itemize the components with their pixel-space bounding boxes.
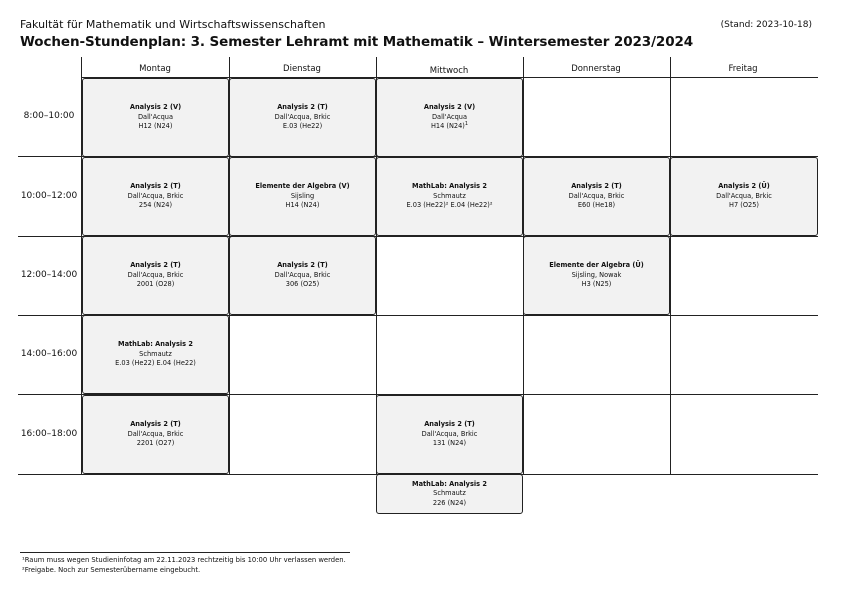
event-teacher: Dall'Acqua [431, 112, 468, 121]
event-teacher: Sijsling [290, 191, 315, 200]
event-block[interactable] [82, 395, 229, 474]
footnote-divider [20, 552, 350, 553]
event-room: 2201 (O27) [136, 439, 175, 448]
day-header-freitag: Freitag [728, 64, 758, 74]
day-header-dienstag: Dienstag [283, 64, 321, 74]
event-title: Analysis 2 (T) [130, 182, 181, 191]
stand-date: (Stand: 2023-10-18) [720, 20, 812, 30]
event-block[interactable] [229, 157, 376, 236]
event-title: Analysis 2 (T) [424, 420, 475, 429]
event-block[interactable] [523, 236, 670, 315]
event-block[interactable] [523, 157, 670, 236]
event-room: H14 (N24) [430, 122, 465, 131]
event-title: Elemente der Algebra (V) [255, 182, 350, 191]
time-slot-label: 16:00–18:00 [20, 429, 78, 439]
event-title: Analysis 2 (V) [423, 103, 476, 112]
faculty-name: Fakultät für Mathematik und Wirtschaftswissenschaften [20, 18, 326, 31]
page-title: Wochen-Stundenplan: 3. Semester Lehramt mit Mathematik – Wintersemester 2023/2024 [20, 34, 694, 50]
event-block[interactable] [229, 78, 376, 157]
event-room: H12 (N24) [138, 122, 173, 131]
event-title: Analysis 2 (T) [130, 420, 181, 429]
event-teacher: Schmautz [433, 489, 466, 498]
time-slot-label: 12:00–14:00 [20, 270, 78, 280]
footnote-2: ²Freigabe. Noch zur Semesterübername eingebucht. [22, 566, 201, 574]
event-block[interactable] [82, 157, 229, 236]
event-room: E60 (He18) [577, 201, 616, 210]
event-block[interactable] [376, 157, 523, 236]
event-title: Elemente der Algebra (Ü) [549, 261, 644, 270]
event-teacher: Schmautz [139, 349, 172, 358]
event-title: MathLab: Analysis 2 [118, 340, 193, 349]
event-room: 254 (N24) [138, 201, 173, 210]
event-block[interactable] [670, 157, 818, 236]
event-block[interactable] [376, 395, 523, 474]
event-room: 2001 (O28) [136, 280, 175, 289]
time-slot-label: 14:00–16:00 [20, 349, 78, 359]
event-teacher: Dall'Acqua, Brkic [568, 191, 625, 200]
event-title: Analysis 2 (T) [571, 182, 622, 191]
day-header-mittwoch: Mittwoch [429, 66, 469, 76]
event-teacher: Dall'Acqua, Brkic [716, 191, 772, 200]
footnote-1: ¹Raum muss wegen Studieninfotag am 22.11.2023 rechtzeitig bis 10:00 Uhr verlassen werden. [22, 556, 346, 564]
event-room: H7 (O25) [729, 201, 759, 210]
day-header-donnerstag: Donnerstag [571, 64, 621, 74]
event-room: H3 (N25) [581, 280, 612, 289]
event-block[interactable] [82, 236, 229, 315]
event-teacher: Schmautz [433, 191, 466, 200]
event-title: Analysis 2 (T) [130, 261, 181, 270]
event-title: MathLab: Analysis 2 [412, 182, 487, 191]
time-slot-label: 10:00–12:00 [20, 191, 78, 201]
event-teacher: Dall'Acqua, Brkic [274, 270, 331, 279]
event-room: E.03 (He22) [282, 122, 323, 131]
event-title: Analysis 2 (V) [129, 103, 182, 112]
grid-vline [670, 57, 671, 475]
event-room: E.03 (He22) E.04 (He22) [115, 359, 196, 368]
event-room: E.03 (He22)² E.04 (He22)² [406, 201, 493, 210]
event-block[interactable] [229, 236, 376, 315]
event-teacher: Dall'Acqua, Brkic [127, 191, 184, 200]
footnote-marker: 1 [464, 121, 469, 128]
event-teacher: Sijsling, Nowak [571, 270, 622, 279]
event-room: 131 (N24) [432, 439, 467, 448]
event-room: 306 (O25) [285, 280, 320, 289]
event-title: Analysis 2 (Ü) [718, 182, 770, 191]
event-teacher: Dall'Acqua, Brkic [127, 429, 184, 438]
event-block[interactable] [376, 474, 523, 514]
event-room: H14 (N24) [285, 201, 320, 210]
event-title: MathLab: Analysis 2 [412, 479, 487, 488]
time-slot-label: 8:00–10:00 [23, 111, 75, 121]
day-header-montag: Montag [139, 64, 171, 74]
event-block[interactable] [82, 315, 229, 394]
event-teacher: Dall'Acqua, Brkic [274, 112, 331, 121]
event-teacher: Dall'Acqua, Brkic [421, 429, 478, 438]
event-title: Analysis 2 (T) [277, 261, 328, 270]
event-teacher: Dall'Acqua, Brkic [127, 270, 184, 279]
event-room: 226 (N24) [432, 498, 467, 507]
event-block[interactable] [376, 78, 523, 157]
event-teacher: Dall'Acqua [137, 112, 174, 121]
event-block[interactable] [82, 78, 229, 157]
event-title: Analysis 2 (T) [277, 103, 328, 112]
